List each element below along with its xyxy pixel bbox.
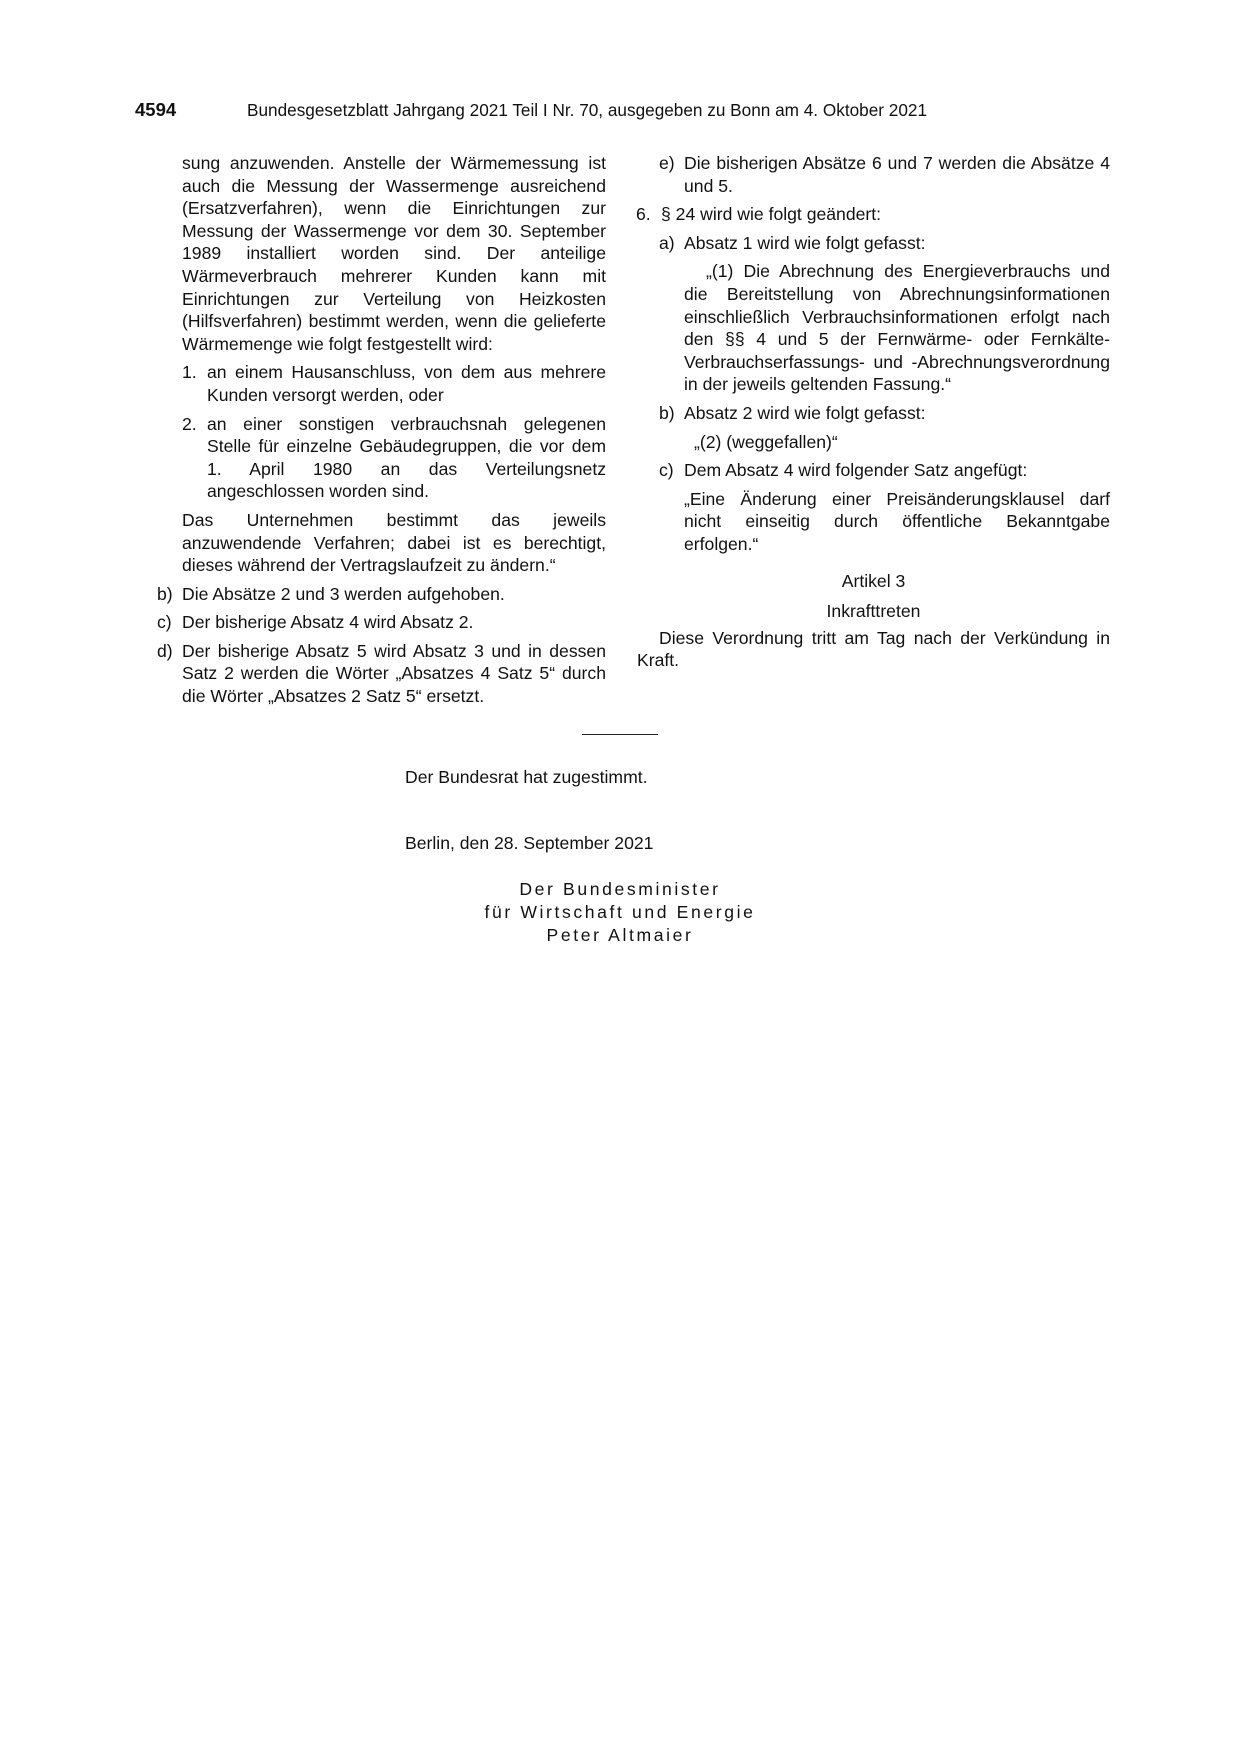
- gazette-title: Bundesgesetzblatt Jahrgang 2021 Teil I Nr. 70, ausgegeben zu Bonn am 4. Oktober 2021: [247, 100, 928, 120]
- item-marker: b): [157, 583, 173, 604]
- item-text: Der bisherige Absatz 4 wird Absatz 2.: [182, 612, 474, 633]
- article-text: Diese Verordnung tritt am Tag nach der Verkündung in Kraft.: [637, 627, 1110, 671]
- item-marker: e): [659, 153, 675, 173]
- intro-paragraph: sung anzuwenden. Anstelle der Wärmemessung ist auch die Messung der Wassermenge ausreichend (Ersatzverfahren), wenn die Einrichtungen zur Messung der Wassermenge vor dem 30. September 1989 installiert worden sind. Der anteilige Wärmeverbrauch mehrerer Kunden kann mit Einrichtungen zur Verteilung von Heizkosten (Hilfsverfahren) bestimmt werden, wenn die gelieferte Wärmemenge wie folgt festgestellt wird:: [182, 153, 606, 354]
- closing-paragraph: Das Unternehmen bestimmt das jeweils anzuwendende Verfahren; dabei ist es berechtigt, dieses während der Vertragslaufzeit zu ändern.“: [182, 509, 606, 576]
- item-e: [659, 152, 1110, 197]
- minister-name: Peter Altmaier: [546, 925, 694, 945]
- numbered-item-1: [182, 361, 606, 406]
- quote-absatz-2: „(2) (weggefallen)“: [694, 431, 838, 452]
- item-marker: c): [157, 612, 172, 633]
- article-subtitle: Inkrafttreten: [826, 601, 921, 622]
- item-text: Absatz 1 wird wie folgt gefasst:: [684, 232, 926, 253]
- page-number: 4594: [135, 99, 177, 120]
- item-6: [636, 203, 1110, 226]
- item-text: Der bisherige Absatz 5 wird Absatz 3 und in dessen Satz 2 werden die Wörter „Absatzes 4 Satz 5“ durch die Wörter „Absatzes 2 Satz 5“ ersetzt.: [182, 640, 606, 707]
- item-c: [157, 611, 606, 634]
- item-text: an einer sonstigen verbrauchsnah gelegenen Stelle für einzelne Gebäudegruppen, die vor dem 1. April 1980 an das Verteilungsnetz angeschlossen worden sind.: [207, 413, 606, 502]
- item-marker: 6.: [636, 204, 651, 225]
- item-b: [157, 583, 606, 606]
- item-c-right: [659, 459, 1110, 482]
- quote-absatz-1: „(1) Die Abrechnung des Energieverbrauchs und die Bereitstellung von Abrechnungsinformationen einschließlich Verbrauchsinformationen erfolgt nach den §§ 4 und 5 der Fernwärme- oder Fernkälte-Verbrauchserfassungs- und -Abrechnungsverordnung in der jeweils geltenden Fassung.“: [684, 261, 1110, 395]
- item-marker: c): [659, 460, 674, 481]
- place-date: Berlin, den 28. September 2021: [405, 833, 654, 853]
- bundesrat-consent: Der Bundesrat hat zugestimmt.: [405, 767, 648, 787]
- minister-ministry: für Wirtschaft und Energie: [484, 902, 756, 922]
- article-title: Artikel 3: [841, 570, 906, 591]
- separator-line: [582, 734, 658, 735]
- minister-title: Der Bundesminister: [519, 879, 721, 899]
- item-marker: 1.: [182, 362, 197, 383]
- page-header: [135, 99, 1011, 123]
- item-marker: b): [659, 402, 675, 423]
- item-text: Die Absätze 2 und 3 werden aufgehoben.: [182, 583, 505, 604]
- item-text: § 24 wird wie folgt geändert:: [661, 204, 882, 225]
- item-marker: a): [659, 232, 675, 253]
- item-marker: 2.: [182, 413, 197, 434]
- signature-block: [440, 878, 800, 947]
- numbered-item-2: [182, 413, 606, 503]
- item-marker: d): [157, 640, 173, 661]
- quote-absatz-4: „Eine Änderung einer Preisänderungsklausel darf nicht einseitig durch öffentliche Bekanntgabe erfolgen.“: [684, 488, 1110, 554]
- left-column: [157, 152, 606, 714]
- item-b-right: [659, 402, 1110, 425]
- item-a: [659, 232, 1110, 255]
- right-column: [636, 152, 1110, 672]
- item-text: Dem Absatz 4 wird folgender Satz angefügt:: [684, 460, 1028, 481]
- item-text: an einem Hausanschluss, von dem aus mehrere Kunden versorgt werden, oder: [207, 362, 606, 405]
- item-text: Absatz 2 wird wie folgt gefasst:: [684, 402, 926, 423]
- item-text: Die bisherigen Absätze 6 und 7 werden die Absätze 4 und 5.: [684, 153, 1110, 196]
- item-d: [157, 640, 606, 708]
